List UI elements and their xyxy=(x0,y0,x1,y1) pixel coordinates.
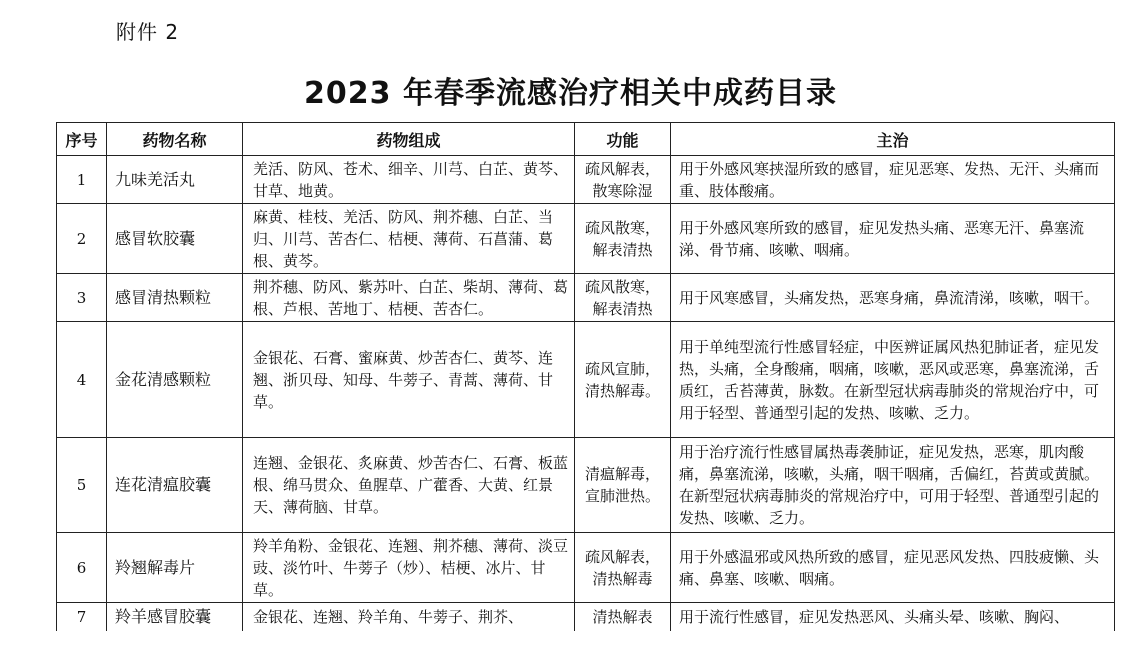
drug-name: 九味羌活丸 xyxy=(107,156,243,204)
drug-function: 清热解表 xyxy=(575,603,671,631)
table-row xyxy=(57,204,1115,274)
row-number: 6 xyxy=(57,533,107,603)
drug-function: 疏风解表，散寒除湿 xyxy=(575,156,671,204)
column-header-number: 序号 xyxy=(57,123,107,156)
drug-composition: 金银花、石膏、蜜麻黄、炒苦杏仁、黄芩、连翘、浙贝母、知母、牛蒡子、青蒿、薄荷、甘草。 xyxy=(243,322,575,438)
drug-function: 疏风宣肺，清热解毒。 xyxy=(575,322,671,438)
document-title: 2023 年春季流感治疗相关中成药目录 xyxy=(304,76,837,111)
table-row xyxy=(57,438,1115,533)
table-row xyxy=(57,533,1115,603)
drug-composition: 羌活、防风、苍术、细辛、川芎、白芷、黄芩、甘草、地黄。 xyxy=(243,156,575,204)
row-number: 4 xyxy=(57,322,107,438)
drug-indication: 用于单纯型流行性感冒轻症，中医辨证属风热犯肺证者，症见发热，头痛，全身酸痛，咽痛，咳嗽，恶风或恶寒，鼻塞流涕，舌质红，舌苔薄黄，脉数。在新型冠状病毒肺炎的常规治疗中，可用于轻型、普通型引起的发热、咳嗽、乏力。 xyxy=(671,322,1115,438)
table-row xyxy=(57,322,1115,438)
drug-composition: 羚羊角粉、金银花、连翘、荆芥穗、薄荷、淡豆豉、淡竹叶、牛蒡子（炒）、桔梗、冰片、甘草。 xyxy=(243,533,575,603)
drug-name: 羚翘解毒片 xyxy=(107,533,243,603)
table-header-row xyxy=(57,123,1115,156)
row-number: 3 xyxy=(57,274,107,322)
column-header-drug-name: 药物名称 xyxy=(107,123,243,156)
table-row xyxy=(57,156,1115,204)
drug-indication: 用于外感温邪或风热所致的感冒，症见恶风发热、四肢疲懒、头痛、鼻塞、咳嗽、咽痛。 xyxy=(671,533,1115,603)
table-row xyxy=(57,603,1115,631)
drug-composition: 荆芥穗、防风、紫苏叶、白芷、柴胡、薄荷、葛根、芦根、苦地丁、桔梗、苦杏仁。 xyxy=(243,274,575,322)
column-header-composition: 药物组成 xyxy=(243,123,575,156)
drug-composition: 连翘、金银花、炙麻黄、炒苦杏仁、石膏、板蓝根、绵马贯众、鱼腥草、广藿香、大黄、红景天、薄荷脑、甘草。 xyxy=(243,438,575,533)
drug-name: 感冒清热颗粒 xyxy=(107,274,243,322)
row-number: 1 xyxy=(57,156,107,204)
drug-indication: 用于流行性感冒，症见发热恶风、头痛头晕、咳嗽、胸闷、 xyxy=(671,603,1115,631)
drug-function: 疏风散寒，解表清热 xyxy=(575,274,671,322)
attachment-label: 附件 2 xyxy=(116,20,180,44)
drug-indication: 用于风寒感冒，头痛发热，恶寒身痛，鼻流清涕，咳嗽，咽干。 xyxy=(671,274,1115,322)
drug-composition: 金银花、连翘、羚羊角、牛蒡子、荆芥、 xyxy=(243,603,575,631)
drug-name: 连花清瘟胶囊 xyxy=(107,438,243,533)
row-number: 2 xyxy=(57,204,107,274)
column-header-indication: 主治 xyxy=(671,123,1115,156)
drug-indication: 用于外感风寒所致的感冒，症见发热头痛、恶寒无汗、鼻塞流涕、骨节痛、咳嗽、咽痛。 xyxy=(671,204,1115,274)
drug-table xyxy=(56,122,1115,631)
column-header-function: 功能 xyxy=(575,123,671,156)
row-number: 7 xyxy=(57,603,107,631)
drug-composition: 麻黄、桂枝、羌活、防风、荆芥穗、白芷、当归、川芎、苦杏仁、桔梗、薄荷、石菖蒲、葛根、黄芩。 xyxy=(243,204,575,274)
drug-name: 金花清感颗粒 xyxy=(107,322,243,438)
drug-function: 清瘟解毒，宣肺泄热。 xyxy=(575,438,671,533)
drug-indication: 用于治疗流行性感冒属热毒袭肺证，症见发热，恶寒，肌肉酸痛，鼻塞流涕，咳嗽，头痛，咽干咽痛，舌偏红，苔黄或黄腻。在新型冠状病毒肺炎的常规治疗中，可用于轻型、普通型引起的发热、咳嗽、乏力。 xyxy=(671,438,1115,533)
table-row xyxy=(57,274,1115,322)
drug-indication: 用于外感风寒挟湿所致的感冒，症见恶寒、发热、无汗、头痛而重、肢体酸痛。 xyxy=(671,156,1115,204)
drug-function: 疏风解表，清热解毒 xyxy=(575,533,671,603)
drug-function: 疏风散寒，解表清热 xyxy=(575,204,671,274)
drug-name: 羚羊感冒胶囊 xyxy=(107,603,243,631)
row-number: 5 xyxy=(57,438,107,533)
drug-name: 感冒软胶囊 xyxy=(107,204,243,274)
